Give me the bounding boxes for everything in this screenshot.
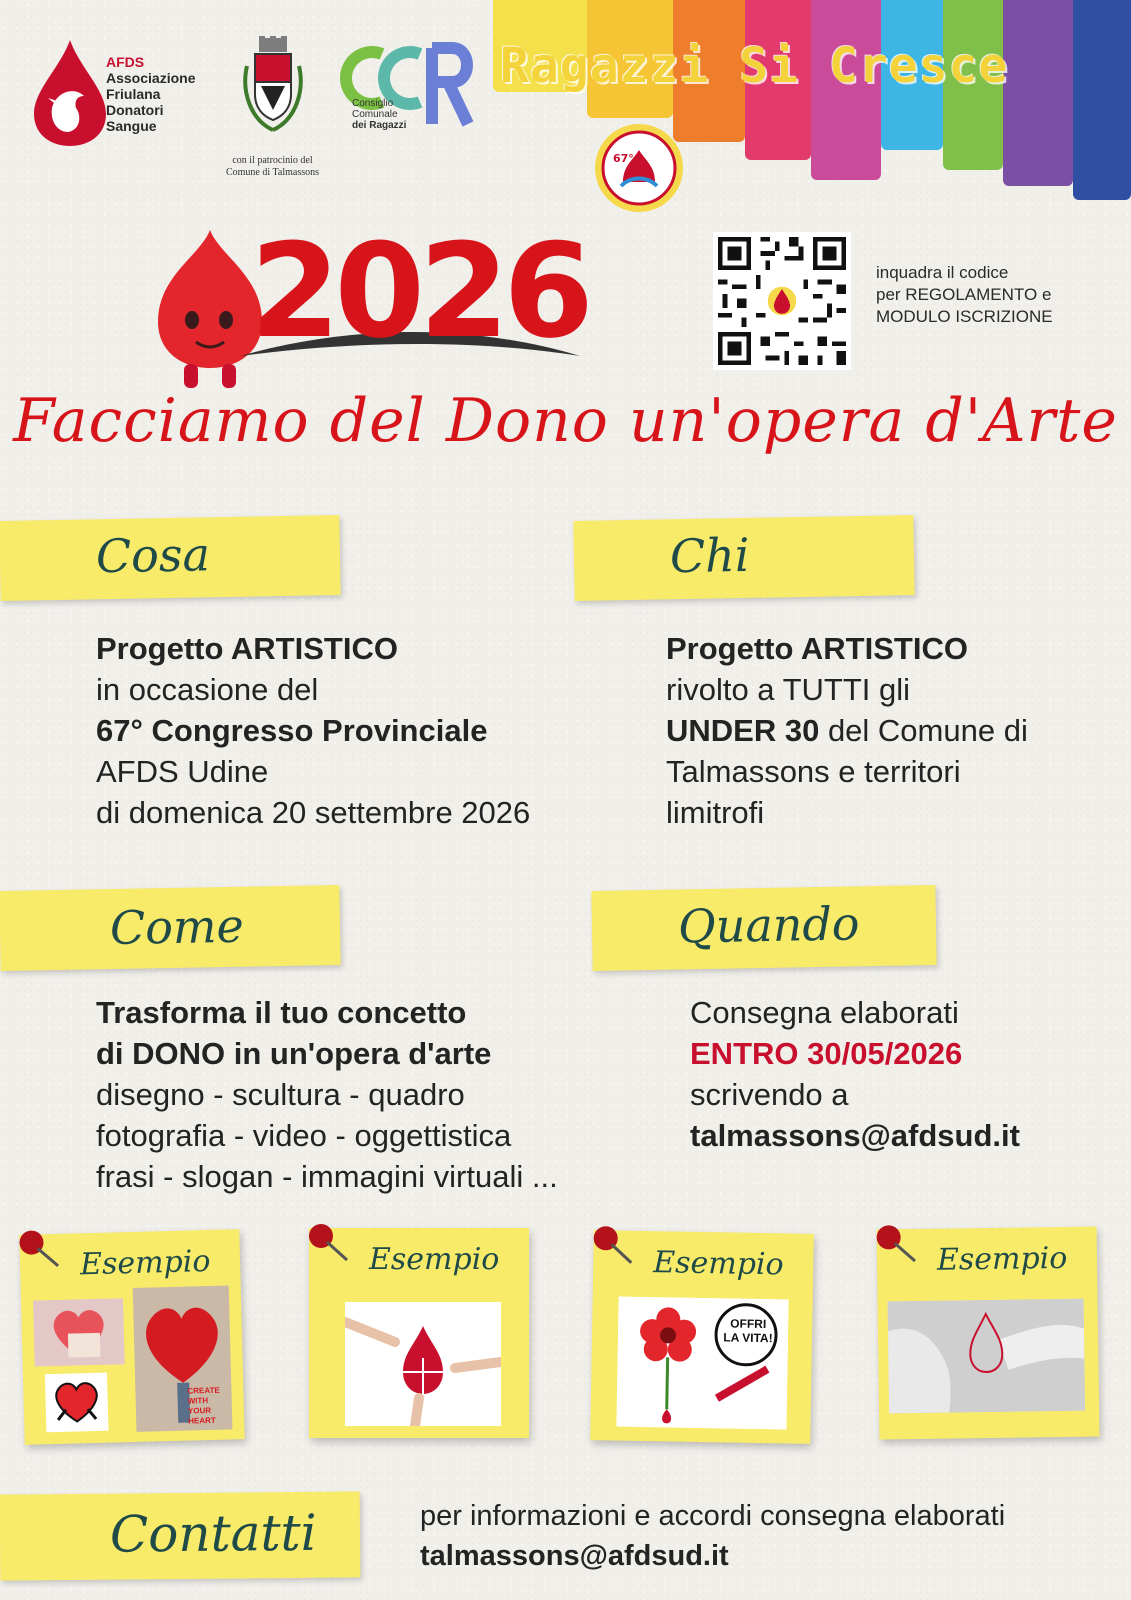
example-1-caption: CREATE WITH YOUR HEART — [187, 1385, 220, 1426]
afds-full-1: Associazione — [106, 70, 196, 86]
cosa-line2: in occasione del — [96, 672, 319, 707]
contatti-line1: per informazioni e accordi consegna elaborati — [420, 1500, 1006, 1532]
comune-caption-1: con il patrocinio del — [232, 155, 313, 166]
cosa-line1: Progetto ARTISTICO — [96, 631, 398, 666]
afds-acronym: AFDS — [106, 54, 145, 70]
ccr-sub-1: Consiglio — [352, 98, 394, 109]
chi-text — [666, 628, 1106, 833]
afds-full-3: Donatori — [106, 102, 164, 118]
afds-name-block — [106, 54, 195, 134]
heart-box-icon — [33, 1298, 125, 1366]
come-line4: fotografia - video - oggettistica — [96, 1118, 512, 1153]
puzzle-drop-hands-icon — [345, 1302, 501, 1426]
quando-label: Quando — [677, 896, 860, 954]
example-note-4 — [877, 1226, 1100, 1439]
push-pin-icon — [589, 1222, 640, 1267]
quando-note — [591, 885, 936, 971]
afds-full-2: Friulana — [106, 86, 161, 102]
chi-note — [573, 515, 914, 601]
ccr-sub-2: Comunale — [352, 109, 398, 120]
chi-line2: rivolto a TUTTI gli — [666, 672, 911, 707]
quando-email[interactable]: talmassons@afdsud.it — [690, 1118, 1020, 1153]
chi-line1: Progetto ARTISTICO — [666, 631, 968, 666]
ccr-subtitle — [352, 98, 406, 131]
ragazzi-si-cresce-title — [500, 38, 1130, 94]
quando-text — [690, 992, 1110, 1156]
contatti-note — [0, 1491, 360, 1580]
haring-heart-icon — [45, 1373, 108, 1433]
slogan: Facciamo del Dono un'opera d'Arte — [13, 386, 1118, 456]
year-graphic — [140, 196, 600, 396]
badge-number: 67° — [613, 152, 634, 165]
cosa-label: Cosa — [95, 527, 211, 584]
coat-of-arms-icon — [233, 36, 313, 146]
example-note-1 — [19, 1229, 244, 1445]
quando-deadline: ENTRO 30/05/2026 — [690, 1036, 963, 1071]
quando-line1: Consegna elaborati — [690, 995, 959, 1030]
cosa-line5: di domenica 20 settembre 2026 — [96, 795, 531, 830]
example-label-3: Esempio — [652, 1245, 784, 1283]
example-4-img-statue — [888, 1299, 1086, 1414]
contatti-label: Contatti — [109, 1503, 317, 1564]
come-line3: disegno - scultura - quadro — [96, 1077, 465, 1112]
comune-crest — [210, 36, 335, 179]
example-1-img-create-heart — [133, 1285, 233, 1431]
cosa-note — [0, 515, 341, 601]
chi-label: Chi — [669, 527, 750, 584]
example-2-img-puzzle-drop — [345, 1302, 501, 1426]
chi-line3-bold: UNDER 30 — [666, 713, 820, 748]
qr-caption-3: MODULO ISCRIZIONE — [876, 307, 1053, 326]
comune-caption-2: Comune di Talmassons — [225, 167, 319, 178]
come-note — [0, 885, 341, 971]
come-text — [96, 992, 636, 1197]
example-note-3 — [590, 1230, 814, 1444]
quando-line3: scrivendo a — [690, 1077, 849, 1112]
pencil-blue — [1073, 0, 1131, 200]
example-label-2: Esempio — [369, 1242, 500, 1277]
qr-code-icon — [713, 232, 851, 370]
year-2026: 2026 — [250, 215, 588, 367]
come-line2: di DONO in un'opera d'arte — [96, 1036, 492, 1071]
example-note-2 — [309, 1228, 529, 1438]
chi-line4: Talmassons e territori — [666, 754, 961, 789]
chi-line3-rest: del Comune di — [819, 713, 1028, 748]
ragazzi-title: Ragazzi Si Cresce — [500, 38, 1009, 94]
push-pin-icon — [15, 1226, 66, 1271]
example-1-img-haring — [45, 1373, 108, 1433]
statue-drop-icon — [888, 1299, 1086, 1414]
qr-code[interactable] — [713, 232, 851, 370]
push-pin-icon — [872, 1221, 923, 1266]
example-3-img-offri-vita — [616, 1297, 788, 1430]
ccr-sub-3: dei Ragazzi — [352, 120, 407, 131]
come-line5: frasi - slogan - immagini virtuali ... — [96, 1159, 558, 1194]
cosa-line3: 67° Congresso Provinciale — [96, 713, 488, 748]
congress-badge-icon — [593, 122, 685, 214]
rainbow-pencils — [493, 0, 1131, 205]
qr-caption — [876, 262, 1053, 328]
example-1-img-heart-box — [33, 1298, 125, 1366]
afds-full-4: Sangue — [106, 118, 157, 134]
contatti-text — [420, 1496, 1005, 1576]
come-line1: Trasforma il tuo concetto — [96, 995, 467, 1030]
cosa-text — [96, 628, 596, 833]
cosa-line4: AFDS Udine — [96, 754, 269, 789]
qr-caption-2: per REGOLAMENTO e — [876, 285, 1052, 304]
come-label: Come — [109, 898, 245, 956]
push-pin-icon — [305, 1220, 355, 1264]
example-3-offri-text: OFFRI LA VITA! — [723, 1316, 773, 1346]
example-label-4: Esempio — [936, 1240, 1068, 1278]
contatti-email[interactable]: talmassons@afdsud.it — [420, 1540, 729, 1572]
congress-badge — [593, 122, 685, 214]
chi-line5: limitrofi — [666, 795, 765, 830]
blood-drop-pelican-icon — [30, 38, 110, 148]
example-label-1: Esempio — [79, 1243, 211, 1283]
qr-caption-1: inquadra il codice — [876, 263, 1009, 282]
